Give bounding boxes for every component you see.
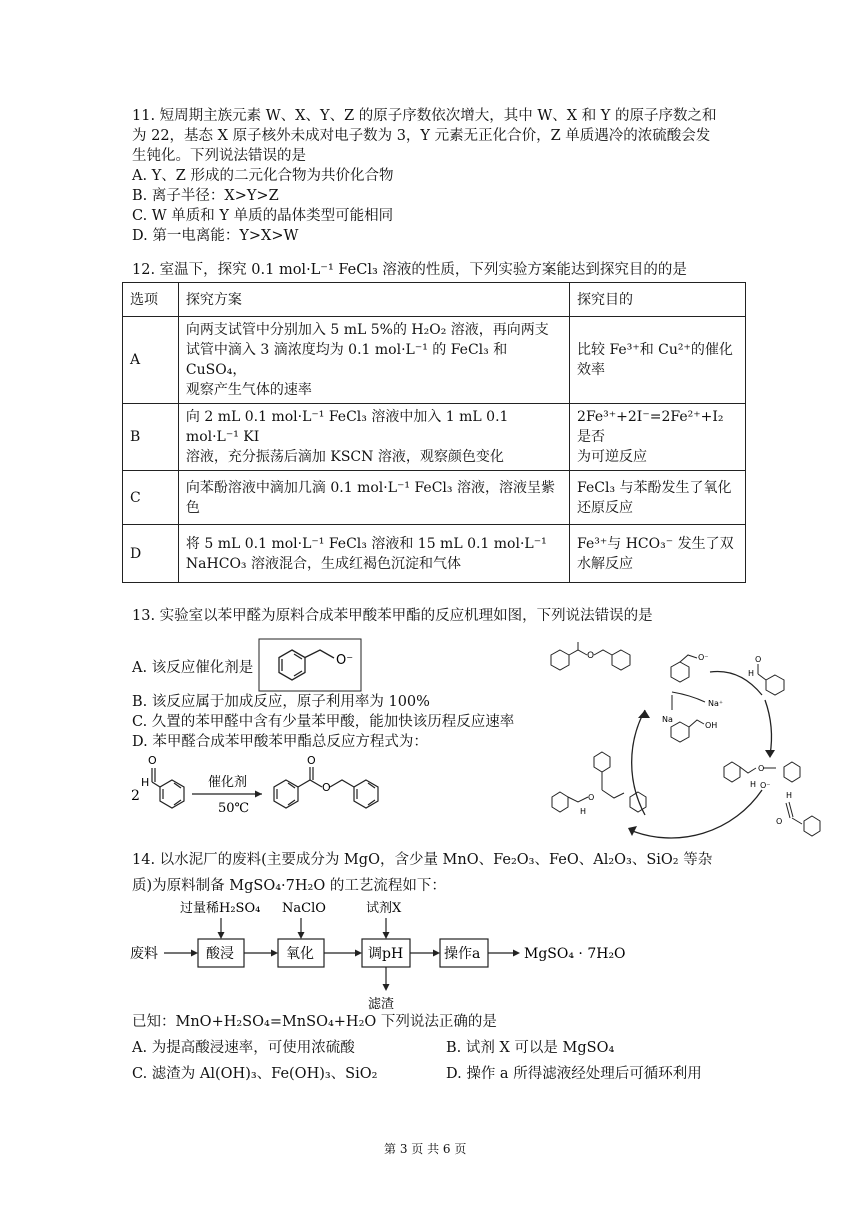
- na-curved-arrow: [672, 692, 705, 702]
- q11-option-a: A. Y、Z 形成的二元化合物为共价化合物: [132, 168, 394, 184]
- flow-reagent: NaClO: [282, 901, 326, 916]
- flow-arrowhead: [191, 950, 198, 957]
- q11-stem-line-2: 为 22，基态 X 原子核外未成对电子数为 3，Y 元素无正化合价，Z 单质遇冷的浓硫酸会发: [132, 128, 711, 144]
- q12-row-option: A: [123, 317, 179, 404]
- cycle-arrowhead: [638, 710, 650, 718]
- q12-row-d: [123, 525, 746, 583]
- aldehyde-o: O: [148, 754, 157, 767]
- sodium-label: Na: [662, 715, 673, 724]
- equation-catalyst: 催化剂: [208, 775, 248, 790]
- q13-stem: 13. 实验室以苯甲醛为原料合成苯甲酸苯甲酯的反应机理如图，下列说法错误的是: [132, 608, 653, 624]
- acetal-h: H: [580, 807, 587, 816]
- sodium-ion-label: Na⁺: [708, 699, 724, 708]
- residue-arrowhead: [383, 984, 390, 991]
- flow-step-label: 氧化: [286, 946, 314, 962]
- flow-arrowhead: [433, 950, 440, 957]
- flow-reagent: 过量稀H₂SO₄: [180, 901, 261, 916]
- cycle-arrowhead: [628, 826, 637, 836]
- q12-row-plan: [178, 471, 569, 525]
- flow-product: MgSO₄ · 7H₂O: [524, 946, 626, 962]
- flow-residue: 滤渣: [368, 997, 395, 1010]
- process-flow-diagram: [128, 896, 768, 1010]
- q12-plan-line: 试管中滴入 3 滴浓度均为 0.1 mol·L⁻¹ 的 FeCl₃ 和 CuSO₄，: [185, 342, 508, 378]
- benzyl-alcohol-structure: [671, 720, 704, 742]
- cycle-arrowhead: [765, 750, 775, 758]
- flow-reagent: 试剂X: [366, 901, 402, 916]
- input-aldehyde-h: H: [786, 791, 793, 800]
- cycle-arc-left: [632, 710, 645, 815]
- q13-option-a: A. 该反应催化剂是: [132, 660, 254, 676]
- cycle-arc-right: [765, 700, 771, 755]
- q14-option-c: C. 滤渣为 Al(OH)₃、Fe(OH)₃、SiO₂: [132, 1066, 378, 1082]
- q12-row-a: [123, 317, 746, 404]
- acetal-o: O: [588, 793, 595, 802]
- q12-goal-line: 比较 Fe³⁺和 Cu²⁺的催化: [577, 342, 733, 358]
- q14-option-a: A. 为提高酸浸速率，可使用浓硫酸: [132, 1040, 355, 1056]
- flow-arrowhead: [355, 950, 362, 957]
- q12-plan-line: NaHCO₃ 溶液混合，生成红褐色沉淀和气体: [185, 555, 461, 572]
- q12-plan-line: 将 5 mL 0.1 mol·L⁻¹ FeCl₃ 溶液和 15 mL 0.1 mol·L⁻¹: [185, 535, 547, 552]
- q12-stem: 12. 室温下，探究 0.1 mol·L⁻¹ FeCl₃ 溶液的性质，下列实验方案能达到探究目的的是: [132, 262, 687, 278]
- flow-arrowhead: [513, 950, 520, 957]
- q12-plan-line: 观察产生气体的速率: [185, 382, 312, 398]
- q11-stem-line-1: 11. 短周期主族元素 W、X、Y、Z 的原子序数依次增大，其中 W、X 和 Y 的原子序数之和: [132, 108, 717, 124]
- overall-equation: [128, 752, 413, 820]
- ester-o: O: [587, 651, 595, 661]
- alkoxide-o-label: O⁻: [698, 653, 709, 662]
- ester-carbonyl-o: O: [307, 754, 316, 767]
- q12-row-option: D: [123, 525, 179, 583]
- q14-option-b: B. 试剂 X 可以是 MgSO₄: [446, 1040, 615, 1056]
- q12-header-row: [123, 283, 746, 317]
- q14-stem-line-2: 质)为原料制备 MgSO₄·7H₂O 的工艺流程如下：: [132, 878, 446, 894]
- q13-option-b: B. 该反应属于加成反应，原子利用率为 100%: [132, 694, 430, 710]
- flow-step-label: 操作a: [444, 946, 481, 962]
- hydroxyl-label: OH: [705, 721, 718, 730]
- q12-row-goal: [570, 471, 746, 525]
- q14-option-d: D. 操作 a 所得滤液经处理后可循环利用: [446, 1066, 702, 1082]
- input-aldehyde-o: O: [776, 817, 783, 826]
- q12-row-goal: [570, 317, 746, 404]
- q13-option-c: C. 久置的苯甲醛中含有少量苯甲酸，能加快该历程反应速率: [132, 714, 515, 730]
- q12-plan-line: 向 2 mL 0.1 mol·L⁻¹ FeCl₃ 溶液中加入 1 mL 0.1 mol·L⁻¹ KI: [185, 409, 509, 445]
- q12-row-c: [123, 471, 746, 525]
- alkoxide-structure: [671, 655, 697, 682]
- q12-row-goal: [570, 525, 746, 583]
- q12-plan-line: 向两支试管中分别加入 5 mL 5%的 H₂O₂ 溶液，再向两支: [185, 322, 549, 338]
- q11-option-b: B. 离子半径：X>Y>Z: [132, 188, 279, 204]
- ester-o: O: [322, 781, 331, 794]
- reagent-arrowhead: [383, 932, 390, 939]
- q12-header-option: 选项: [123, 283, 179, 317]
- q12-header-plan: 探究方案: [178, 283, 569, 317]
- q12-goal-line: 还原反应: [577, 499, 634, 516]
- q12-goal-line: 效率: [577, 362, 606, 378]
- aldehyde-o: O: [755, 655, 762, 664]
- q12-row-b: [123, 404, 746, 471]
- q11-stem-line-3: 生钝化。下列说法错误的是: [132, 148, 306, 164]
- q12-goal-line: 2Fe³⁺+2I⁻=2Fe²⁺+I₂ 是否: [577, 409, 724, 445]
- cycle-arc-top: [710, 671, 762, 695]
- q12-header-goal: 探究目的: [570, 283, 746, 317]
- page-footer: 第 3 页 共 6 页: [384, 1142, 467, 1156]
- benzene-ring: [279, 650, 334, 680]
- flow-start: 废料: [130, 946, 158, 962]
- q12-row-option: B: [123, 404, 179, 471]
- benzaldehyde-structure: [152, 768, 184, 808]
- intermediate-o-minus: O⁻: [760, 781, 771, 790]
- equation-temperature: 50℃: [218, 801, 250, 816]
- intermediate-h: H: [750, 780, 757, 789]
- benzyl-alkoxide-structure: [258, 638, 362, 692]
- aldehyde-h: H: [748, 669, 755, 678]
- equation-arrowhead: [255, 791, 262, 798]
- aldehyde-h: H: [141, 776, 150, 789]
- q12-row-goal: [570, 404, 746, 471]
- flow-arrowhead: [271, 950, 278, 957]
- q11-option-c: C. W 单质和 Y 单质的晶体类型可能相同: [132, 208, 394, 224]
- benzaldehyde-input-structure: [786, 802, 820, 836]
- benzaldehyde-structure: [758, 664, 784, 695]
- q14-stem-line-1: 14. 以水泥厂的废料(主要成分为 MgO，含少量 MnO、Fe₂O₃、FeO、Al₂O₃、SiO₂ 等杂: [132, 852, 713, 868]
- reagent-arrowhead: [298, 932, 305, 939]
- flow-step-label: 调pH: [368, 946, 404, 962]
- q11-option-d: D. 第一电离能：Y>X>W: [132, 228, 299, 244]
- flow-step-label: 酸浸: [206, 946, 234, 962]
- q12-plan-line: 向苯酚溶液中滴加几滴 0.1 mol·L⁻¹ FeCl₃ 溶液，溶液呈紫: [185, 479, 555, 496]
- q12-plan-line: 溶液，充分振荡后滴加 KSCN 溶液，观察颜色变化: [185, 449, 504, 465]
- q12-row-plan: [178, 525, 569, 583]
- q12-goal-line: FeCl₃ 与苯酚发生了氧化: [577, 479, 732, 496]
- reagent-arrowhead: [218, 932, 225, 939]
- q12-row-plan: [178, 404, 569, 471]
- q12-goal-line: 水解反应: [577, 555, 634, 572]
- q12-plan-line: 色: [185, 499, 200, 516]
- equation-coefficient: 2: [131, 788, 140, 804]
- q12-row-option: C: [123, 471, 179, 525]
- reaction-mechanism-cycle: [540, 640, 840, 840]
- cycle-arc-bottom: [630, 790, 762, 838]
- q12-row-plan: [178, 317, 569, 404]
- q12-table: [122, 282, 746, 583]
- q13-option-d: D. 苯甲醛合成苯甲酸苯甲酯总反应方程式为：: [132, 734, 428, 750]
- q12-goal-line: 为可逆反应: [577, 449, 648, 465]
- q12-goal-line: Fe³⁺与 HCO₃⁻ 发生了双: [577, 535, 734, 552]
- alkoxide-o-label: O⁻: [336, 653, 354, 668]
- q14-known: 已知：MnO+H₂SO₄=MnSO₄+H₂O 下列说法正确的是: [132, 1014, 497, 1030]
- intermediate-o: O: [758, 764, 765, 773]
